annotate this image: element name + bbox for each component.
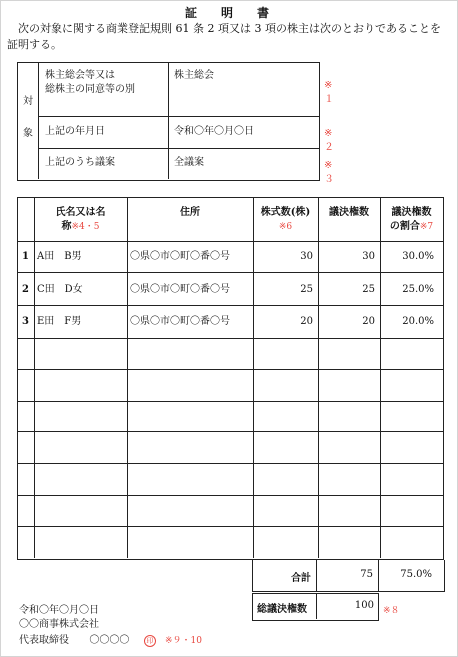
target-side-label-2: 象 bbox=[23, 128, 33, 139]
target-row-value-1: 株主総会 bbox=[174, 70, 214, 81]
header-address: 住所 bbox=[180, 207, 200, 218]
target-side-label-1: 対 bbox=[23, 96, 33, 107]
total-votes: 75 bbox=[360, 569, 373, 580]
issue-date: 令和〇年〇月〇日 bbox=[19, 605, 99, 616]
row-number: 3 bbox=[22, 316, 29, 327]
target-row-note-2: ※２ bbox=[324, 128, 334, 153]
target-row-note-3: ※３ bbox=[324, 160, 334, 185]
rep-label: 代表取締役 bbox=[19, 635, 69, 646]
representative-line bbox=[19, 631, 202, 647]
document-title: 証 明 書 bbox=[184, 6, 275, 20]
all-votes-label: 総議決権数 bbox=[257, 604, 307, 615]
all-votes-value: 100 bbox=[354, 600, 374, 611]
all-votes-note: ※８ bbox=[383, 606, 400, 616]
row-address: 〇県〇市〇町〇番〇号 bbox=[130, 316, 230, 327]
row-ratio: 20.0% bbox=[402, 316, 434, 327]
row-votes: 20 bbox=[362, 316, 375, 327]
company-name: 〇〇商事株式会社 bbox=[19, 619, 99, 630]
row-shares: 25 bbox=[300, 284, 313, 295]
intro-paragraph: 次の対象に関する商業登記規則 61 条 2 項又は 3 項の株主は次のとおりであることを証明する。 bbox=[7, 22, 441, 51]
row-shares: 30 bbox=[300, 251, 313, 262]
row-votes: 30 bbox=[362, 251, 375, 262]
row-address: 〇県〇市〇町〇番〇号 bbox=[130, 251, 230, 262]
total-label: 合計 bbox=[291, 573, 311, 584]
rep-name: 〇〇〇〇 bbox=[89, 635, 130, 646]
header-shares: 株式数(株) ※6 bbox=[253, 206, 318, 234]
all-votes-box bbox=[252, 593, 379, 621]
total-row bbox=[252, 560, 445, 592]
header-votes: 議決権数 bbox=[329, 207, 369, 218]
row-name: E田 F男 bbox=[37, 316, 82, 327]
total-ratio: 75.0% bbox=[400, 569, 432, 580]
seal-note: ※９・10 bbox=[164, 636, 202, 646]
row-number: 1 bbox=[22, 251, 29, 262]
row-name: C田 D女 bbox=[37, 284, 83, 295]
seal-stamp: 印 bbox=[144, 635, 156, 647]
row-address: 〇県〇市〇町〇番〇号 bbox=[130, 284, 230, 295]
target-row-label-2: 上記の年月日 bbox=[45, 126, 105, 137]
target-row-label-1: 株主総会等又は 総株主の同意等の別 bbox=[45, 70, 135, 95]
header-ratio: 議決権数 の割合※7 bbox=[389, 207, 434, 232]
row-name: A田 B男 bbox=[37, 251, 82, 262]
shareholder-table bbox=[17, 197, 444, 560]
target-table bbox=[17, 62, 334, 185]
header-ratio-note: ※7 bbox=[419, 222, 434, 232]
row-number: 2 bbox=[22, 284, 29, 295]
header-shares-note: ※6 bbox=[278, 222, 293, 232]
header-name: 氏名又は名 称※4・5 bbox=[55, 207, 106, 232]
row-shares: 20 bbox=[300, 316, 313, 327]
target-row-label-3: 上記のうち議案 bbox=[45, 157, 115, 168]
row-ratio: 25.0% bbox=[402, 284, 434, 295]
row-votes: 25 bbox=[362, 284, 375, 295]
header-name-note: ※4・5 bbox=[71, 222, 100, 232]
target-row-value-3: 全議案 bbox=[174, 157, 204, 168]
target-row-value-2: 令和〇年〇月〇日 bbox=[174, 126, 254, 137]
row-ratio: 30.0% bbox=[402, 251, 434, 262]
target-row-note-1: ※１ bbox=[324, 80, 334, 105]
